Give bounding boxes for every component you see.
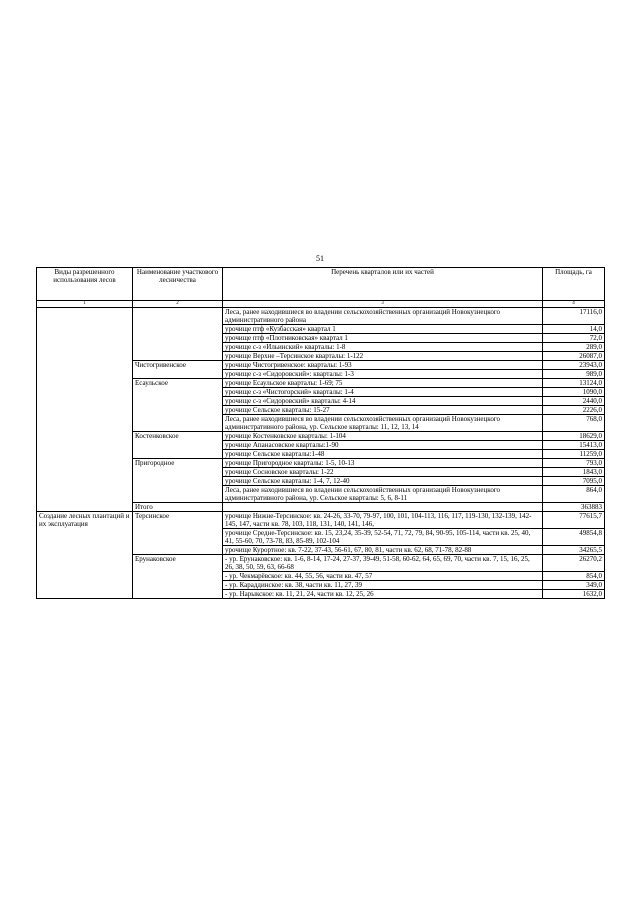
header-forestry: Наименование участкового лесничества — [133, 268, 223, 301]
column-number: 1 — [37, 301, 133, 308]
area-cell: 1843,0 — [543, 468, 605, 477]
area-cell: 34265,5 — [543, 546, 605, 555]
quarters-cell: урочище Верхне –Терсинское кварталы: 1-122 — [223, 352, 543, 361]
area-cell: 18629,0 — [543, 432, 605, 441]
column-number-row — [37, 301, 605, 308]
header-quarters: Перечень кварталов или их частей — [223, 268, 543, 301]
area-cell: 49854,8 — [543, 529, 605, 546]
quarters-cell: - ур. Ерунаковское: кв. 1-6, 8-14, 17-24, 27-37, 39-49, 51-58, 60-62, 64, 65, 69, 70, части кв. 7, 15, 16, 25, 26, 38, 50, 59, 63, 66-68 — [223, 555, 543, 572]
quarters-cell: урочище с-з «Сидоровский» кварталы: 4-14 — [223, 397, 543, 406]
area-cell: 2440,0 — [543, 397, 605, 406]
area-cell: 854,0 — [543, 572, 605, 581]
quarters-cell: урочище Нижне-Терсинское: кв. 24-26, 33-70, 79-97, 100, 101, 104-113, 116, 117, 119-130, 132-139, 142-145, 147, части кв. 78, 103, 118, 131, 140, 141, 146, — [223, 512, 543, 529]
forestry-cell: Есаульское — [133, 379, 223, 432]
quarters-cell: - ур. Чекмарёвское: кв. 44, 55, 56, части кв. 47, 57 — [223, 572, 543, 581]
column-number: 2 — [133, 301, 223, 308]
area-cell: 11259,0 — [543, 450, 605, 459]
quarters-cell: урочище Сельское кварталы: 15-27 — [223, 406, 543, 415]
quarters-cell: урочище Сельское кварталы: 1-4, 7, 12-40 — [223, 477, 543, 486]
column-number: 3 — [223, 301, 543, 308]
area-cell: 77615,7 — [543, 512, 605, 529]
quarters-cell: Леса, ранее находившиеся во владении сельскохозяйственных организаций Новокузнецкого административного района, ур. Сельское кварталы: 11, 12, 13, 14 — [223, 415, 543, 432]
quarters-cell: урочище Сельское кварталы:1-48 — [223, 450, 543, 459]
table-body — [37, 308, 605, 599]
quarters-cell: урочище птф «Кузбасская» квартал 1 — [223, 325, 543, 334]
forest-quarters-table — [36, 267, 605, 599]
quarters-cell: - ур. Нарыкское: кв. 11, 21, 24, части кв. 12, 25, 26 — [223, 590, 543, 599]
area-cell: 23943,0 — [543, 361, 605, 370]
column-number: 4 — [543, 301, 605, 308]
quarters-cell: урочище Курортное: кв. 7-22, 37-43, 56-61, 67, 80, 81, части кв. 62, 68, 71-78, 82-88 — [223, 546, 543, 555]
area-cell: 14,0 — [543, 325, 605, 334]
area-cell: 26270,2 — [543, 555, 605, 572]
area-cell: 1090,0 — [543, 388, 605, 397]
forestry-cell: Пригородное — [133, 459, 223, 503]
quarters-cell: урочище Средне-Терсинское: кв. 15, 23,24, 35-39, 52-54, 71, 72, 79, 84, 90-95, 105-114, части кв. 25, 40, 41, 55-60, 70, 73-78, 83, 85-89, 102-104 — [223, 529, 543, 546]
area-cell: 289,0 — [543, 343, 605, 352]
quarters-cell: Леса, ранее находившиеся во владении сельскохозяйственных организаций Новокузнецкого административного района, ур. Сельское кварталы: 5, 6, 8-11 — [223, 486, 543, 503]
total-area: 363883 — [543, 503, 605, 512]
quarters-cell: урочище Чистогривенское: кварталы: 1-93 — [223, 361, 543, 370]
forestry-cell — [133, 308, 223, 361]
area-cell: 1632,0 — [543, 590, 605, 599]
header-use-type: Виды разрешенного использования лесов — [37, 268, 133, 301]
quarters-cell: урочище с-з «Ильинский» кварталы: 1-8 — [223, 343, 543, 352]
forestry-cell: Терсинское — [133, 512, 223, 555]
area-cell: 768,0 — [543, 415, 605, 432]
total-label: Итого — [133, 503, 223, 512]
area-cell: 864,0 — [543, 486, 605, 503]
header-row — [37, 268, 605, 301]
forestry-cell: Чистогривенское — [133, 361, 223, 379]
quarters-cell: урочище птф «Плотниковская» квартал 1 — [223, 334, 543, 343]
quarters-cell: Леса, ранее находившиеся во владении сельскохозяйственных организаций Новокузнецкого административного района — [223, 308, 543, 325]
area-cell: 13124,0 — [543, 379, 605, 388]
use-type-cell: Создание лесных плантаций и их эксплуатация — [37, 512, 133, 599]
quarters-cell: урочище Пригородное кварталы: 1-5, 10-13 — [223, 459, 543, 468]
forestry-cell: Ерунаковское — [133, 555, 223, 599]
area-cell: 15413,0 — [543, 441, 605, 450]
area-cell: 349,0 — [543, 581, 605, 590]
quarters-cell: урочище с-з «Сидоровский»: кварталы: 1-3 — [223, 370, 543, 379]
quarters-cell — [223, 503, 543, 512]
use-type-cell — [37, 308, 133, 512]
table-row — [37, 512, 605, 529]
quarters-cell: урочище Костенковское кварталы: 1-104 — [223, 432, 543, 441]
area-cell: 7095,0 — [543, 477, 605, 486]
area-cell: 2226,0 — [543, 406, 605, 415]
forestry-cell: Костенковское — [133, 432, 223, 459]
quarters-cell: урочище Есаульское кварталы: 1-69; 75 — [223, 379, 543, 388]
header-area: Площадь, га — [543, 268, 605, 301]
area-cell: 793,0 — [543, 459, 605, 468]
quarters-cell: урочище с-з «Чистогорский» кварталы: 1-4 — [223, 388, 543, 397]
quarters-cell: - ур. Караддинское: кв. 38, части кв. 11, 27, 39 — [223, 581, 543, 590]
quarters-cell: урочище Апанасовское кварталы:1-90 — [223, 441, 543, 450]
area-cell: 72,0 — [543, 334, 605, 343]
area-cell: 17116,0 — [543, 308, 605, 325]
area-cell: 989,0 — [543, 370, 605, 379]
quarters-cell: урочище Сосновское кварталы: 1-22 — [223, 468, 543, 477]
page-number: 51 — [316, 254, 324, 263]
table-row — [37, 308, 605, 325]
area-cell: 26087,0 — [543, 352, 605, 361]
